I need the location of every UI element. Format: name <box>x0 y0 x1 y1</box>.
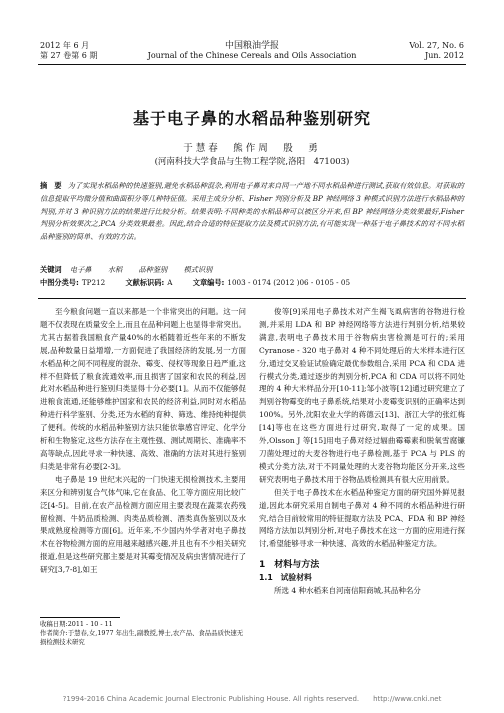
keyword-item: 电子鼻 <box>69 265 92 274</box>
page-header <box>0 0 504 62</box>
abstract-label: 摘 要 <box>40 181 62 190</box>
doc-code-group <box>125 278 172 287</box>
article-title: 基于电子鼻的水稻品种鉴别研究 <box>132 109 371 128</box>
article-authors: 于慧春 熊作周 殷 勇 <box>183 143 321 154</box>
body-divider <box>38 298 466 299</box>
article-number-label: 文章编号: <box>192 278 225 287</box>
header-volume-cn: 第 27 卷第 6 期 <box>40 51 98 60</box>
body-column-right <box>259 306 465 598</box>
header-date-en: Jun. 2012 <box>425 51 464 60</box>
header-center <box>140 41 364 61</box>
doc-code-value: A <box>167 278 173 287</box>
footnote-divider <box>40 617 120 618</box>
classification-line <box>40 277 464 288</box>
header-right <box>409 41 464 61</box>
journal-title-cn: 中国粮油学报 <box>224 41 279 51</box>
body-column-left <box>40 306 246 577</box>
header-date: 2012 年 6 月 <box>40 41 90 50</box>
abstract <box>40 180 464 244</box>
article-affiliation: (河南科技大学食品与生物工程学院,洛阳 471003) <box>154 157 350 167</box>
keyword-item: 模式识别 <box>183 265 213 274</box>
article-number-value: 1003 - 0174 (2012 )06 - 0105 - 05 <box>227 278 351 287</box>
footnote-author-bio: 作者简介:于慧春,女,1977 年出生,副教授,博士,农产品、食品品质快速无损检测技术研究 <box>40 629 244 646</box>
doc-code-label: 文献标识码: <box>125 278 165 287</box>
header-volume-en: Vol. 27, No. 6 <box>409 41 464 50</box>
body-paragraph: 所选 4 种水稻来自河南信阳商城,其品种名分 <box>274 586 421 596</box>
article-number-group <box>193 278 350 287</box>
keyword-item: 水稻 <box>107 265 123 274</box>
clc-group <box>40 278 105 287</box>
body-paragraph: 至今粮食问题一直以来都是一个非常突出的问题。这一问题不仅表现在质量安全上,而且在品种问题上也显得非常突出。尤其古据着我国粮食产量40%的水稻随着近些年来的不断发展,品种数量日益增增,一方面促进了我国经济的发展,另一方面水稻品种之间不同程度的混杂、霉变、侵权等现象日趋严重,这样不但降低了粮食流通效率,而且损害了国家和农民的利益,因此对水稻品种进行鉴别归类显得十分必要[1]。从而不仅能够促进粮食流通,还能够维护国家和农民的经济利益,同时对水稻品种进行科学鉴别、分类,还为水稻的育种、筛选、维持纯种提供了便利。传统的水稻品种鉴别方法只能依靠感官评定、化学分析和生物鉴定,这些方法存在主观性强、测试周期长、准确率不高等缺点,因此寻求一种快速、高效、准确的方法对其进行鉴别归类是非常有必要[2-3]。 <box>40 307 246 471</box>
keyword-item: 品种鉴别 <box>138 265 168 274</box>
clc-value: TP212 <box>81 278 106 287</box>
body-paragraph: 俊等[9]采用电子鼻技术对产生褐飞虱病害的谷物进行检测,并采用 LDA 和 BP 神经网络等方法进行判别分析,结果较满意,表明电子鼻技术用于谷物病虫害检测是可行的;采用 Cyranose - 320 电子鼻对 4 种不同处理后的大米样本进行区分,通过交叉验证试验确定最优参数组合,采用 PCA 和 CDA 进行模式分类,通过逐步的判别分析,PCA 和 CDA 可以将不同处理的 4 种大米样品分开[10-11];邹小波等[12]通过研究建立了判别谷物霉变的电子鼻系统,结果对小麦霉变识别的正确率达到 100%。另外,沈阳农业大学的蒋德云[13]、浙江大学的张红梅[14]等也在这些方面进行过研究,取得了一定的成果。国外,Olsson J 等[15]用电子鼻对经过辐曲霉霉素和脱氧雪腐镰刀菌处理过的大麦谷物进行电子鼻检测,基于 PCA 与 PLS 的模式分类方法,对于不同量处理的大麦谷物均能区分开来,这些研究表明电子鼻技术用于谷物品质检测具有很大应用前景。 <box>259 307 465 484</box>
keywords <box>40 264 464 275</box>
subsection-heading: 1.1 试验材料 <box>259 573 312 583</box>
header-divider <box>38 64 466 65</box>
abstract-text: 为了实现水稻品种的快速鉴别,避免水稻品种混杂,利用电子鼻对来自同一产地不同水稻品种进行测试,获取有效信息。对获取的信息提取平均微分值和曲面积分等几种特征值。采用主成分分析、Fisher 判别分析及 BP 神经网络 3 种模式识别方法进行水稻品种的判别,并对 3 种识别方法的结果进行比较分析。结果表明:不同种类的水稻品种可以被区分开来,但 BP 神经网络分类效果最好,Fisher 判别分析效果次之,PCA 分类效果最差。因此,结合合适的特征提取方法及模式识别方法,有可能实现一种基于电子鼻技术的对不同水稻品种鉴别的简单、有效的方法。 <box>40 181 464 242</box>
footnote <box>40 620 246 647</box>
header-left <box>40 41 97 61</box>
copyright-footer: ?1994-2016 China Academic Journal Electronic Publishing House. All rights reserved. http://www.cnki.net <box>62 695 442 703</box>
body-paragraph: 但关于电子鼻技术在水稻品种鉴定方面的研究国外鲜见报道,因此本研究采用自制电子鼻对 4 种不同的水稻品种进行研究,结合目前较常用的特征提取方法及 PCA、FDA 和 BP 神经网络方法加以判别分析,对电子鼻技术在这一方面的应用进行探讨,希望能够寻求一种快速、高效的水稻品种鉴定方法。 <box>259 487 465 549</box>
body-paragraph: 电子鼻是 19 世纪末兴起的一门快速无损检测技术,主要用来区分和辨别复合气体气味,它在食品、化工等方面应用比较广泛[4-5]。目前,在农产品检测方面应用主要表现在蔬菜农药残留检测、牛奶品质检测、肉类品质检测、酒类真伪鉴别以及水果成熟度检测等方面[6]。近年来,不少国内外学者对电子鼻技术在谷物检测方面的应用越来越感兴趣,并且也有不少相关研究报道,但是这些研究都主要是对其霉变情况及病虫害情况进行了研究[3,7-8],如王 <box>40 474 246 575</box>
clc-label: 中图分类号: <box>40 278 79 287</box>
section-heading: 1 材料与方法 <box>259 560 320 571</box>
footnote-received: 收稿日期:2011 - 10 - 11 <box>40 620 113 628</box>
journal-title-en: Journal of the Chinese Cereals and Oils Association <box>147 51 357 60</box>
keywords-label: 关键词 <box>40 265 62 274</box>
